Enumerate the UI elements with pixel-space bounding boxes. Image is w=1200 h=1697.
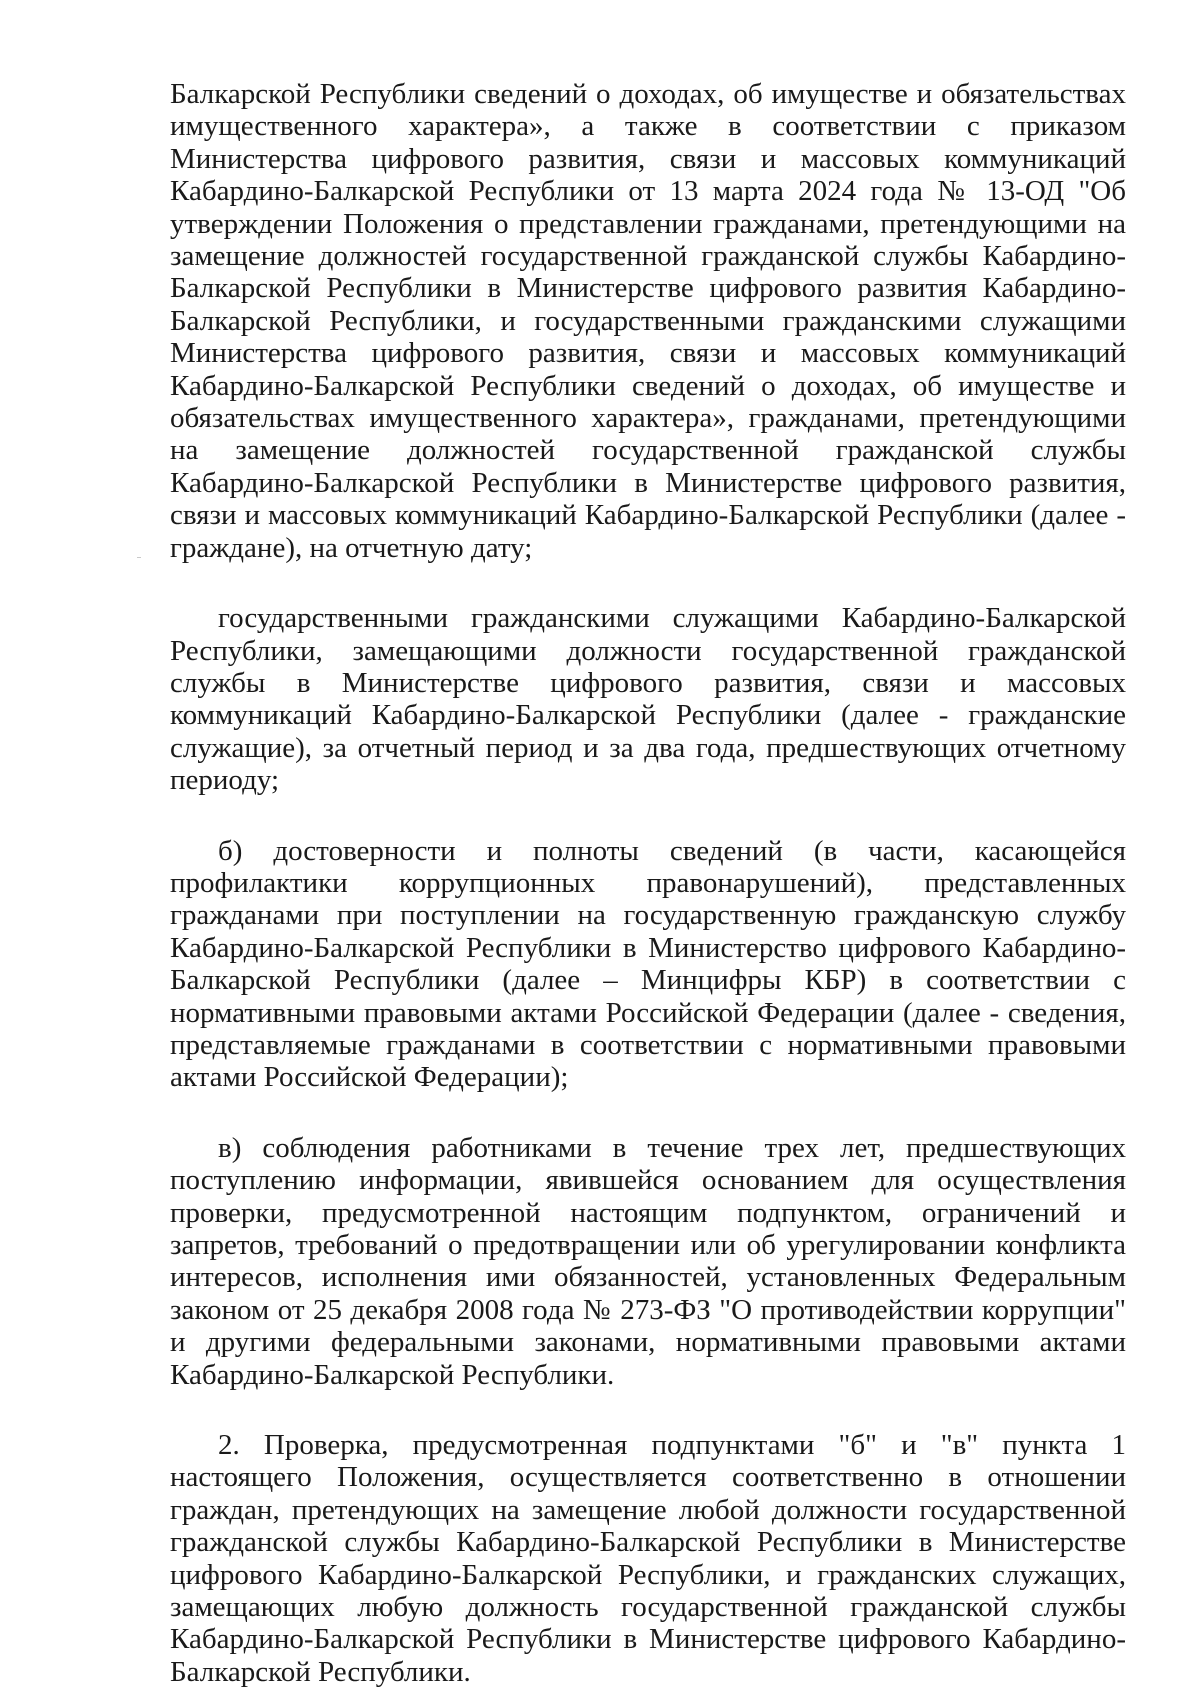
paragraph-section-2-verification: 2. Проверка, предусмотренная подпунктами "б" и "в" пункта 1 настоящего Положения, осуществляется соответственно в отношении граждан, претендующих на замещение любой должности государственной гражданской службы Кабардино-Балкарской Республики в Министерстве цифрового Кабардино-Балкарской Республики, и гражданских служащих, замещающих любую должность государственной гражданской службы Кабардино-Балкарской Республики в Министерстве цифрового Кабардино-Балкарской Республики.	[170, 1429, 1126, 1688]
paragraph-income-declaration-basis: Балкарской Республики сведений о доходах, об имуществе и обязательствах имущественного характера», а также в соответствии с приказом Министерства цифрового развития, связи и массовых коммуникаций Кабардино-Балкарской Республики от 13 марта 2024 года № 13-ОД "Об утверждении Положения о представлении гражданами, претендующими на замещение должностей государственной гражданской службы Кабардино-Балкарской Республики в Министерстве цифрового развития Кабардино-Балкарской Республики, и государственными гражданскими служащими Министерства цифрового развития, связи и массовых коммуникаций Кабардино-Балкарской Республики сведений о доходах, об имуществе и обязательствах имущественного характера», гражданами, претендующими на замещение должностей государственной гражданской службы Кабардино-Балкарской Республики в Министерстве цифрового развития, связи и массовых коммуникаций Кабардино-Балкарской Республики (далее - граждане), на отчетную дату;	[170, 78, 1126, 564]
paragraph-item-v-compliance: в) соблюдения работниками в течение трех лет, предшествующих поступлению информации, явившейся основанием для осуществления проверки, предусмотренной настоящим подпунктом, ограничений и запретов, требований о предотвращении или об урегулировании конфликта интересов, исполнения ими обязанностей, установленных Федеральным законом от 25 декабря 2008 года № 273-ФЗ "О противодействии коррупции" и другими федеральными законами, нормативными правовыми актами Кабардино-Балкарской Республики.	[170, 1131, 1126, 1391]
paragraph-item-b-reliability: б) достоверности и полноты сведений (в части, касающейся профилактики коррупционных правонарушений), представленных гражданами при поступлении на государственную гражданскую службу Кабардино-Балкарской Республики в Министерство цифрового Кабардино-Балкарской Республики (далее – Минцифры КБР) в соответствии с нормативными правовыми актами Российской Федерации (далее - сведения, представляемые гражданами в соответствии с нормативными правовыми актами Российской Федерации);	[170, 834, 1126, 1094]
document-body	[170, 78, 1126, 1688]
paragraph-civil-servants: государственными гражданскими служащими Кабардино-Балкарской Республики, замещающими должности государственной гражданской службы в Министерстве цифрового развития, связи и массовых коммуникаций Кабардино-Балкарской Республики (далее - гражданские служащие), за отчетный период и за два года, предшествующих отчетному периоду;	[170, 602, 1126, 797]
scan-artifact-mark	[137, 557, 141, 558]
